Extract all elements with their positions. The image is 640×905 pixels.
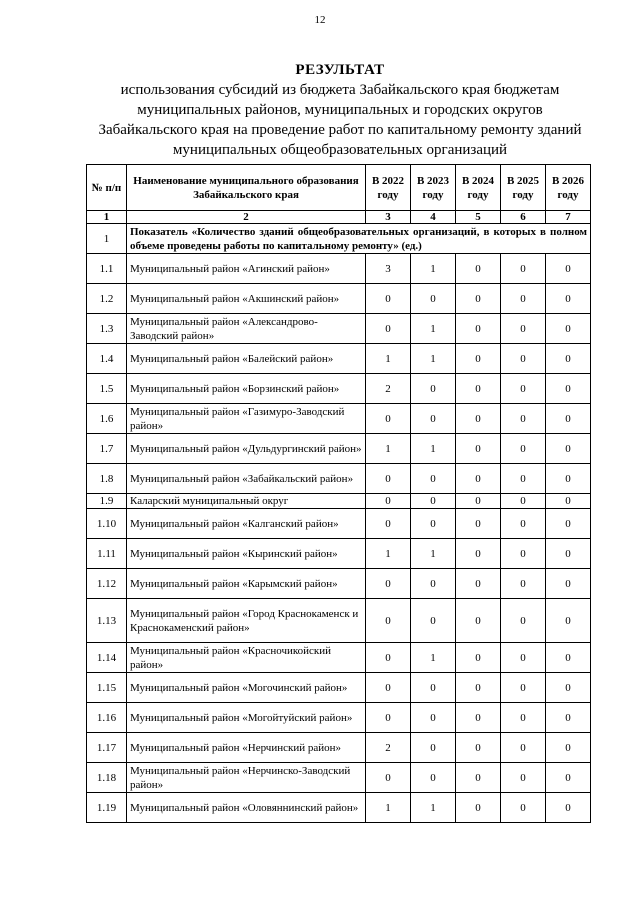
year-value: 1: [411, 314, 456, 344]
table-row: [87, 733, 591, 763]
municipality-name: Муниципальный район «Могойтуйский район»: [127, 703, 366, 733]
year-value: 0: [456, 733, 501, 763]
header-num: № п/п: [87, 165, 127, 211]
year-value: 0: [501, 673, 546, 703]
table-row: [87, 494, 591, 509]
title-line: муниципальных общеобразовательных организаций: [172, 142, 508, 158]
year-value: 0: [456, 344, 501, 374]
municipality-name: Муниципальный район «Нерчинский район»: [127, 733, 366, 763]
year-value: 3: [366, 254, 411, 284]
year-value: 0: [366, 284, 411, 314]
year-value: 0: [456, 254, 501, 284]
table-row: [87, 569, 591, 599]
year-value: 0: [456, 434, 501, 464]
year-value: 0: [501, 703, 546, 733]
year-value: 0: [456, 494, 501, 509]
row-number: 1.3: [87, 314, 127, 344]
year-value: 0: [546, 404, 591, 434]
year-value: 0: [411, 673, 456, 703]
year-value: 0: [546, 434, 591, 464]
column-index: 2: [127, 211, 366, 224]
municipality-name: Муниципальный район «Дульдургинский район»: [127, 434, 366, 464]
municipality-name: Муниципальный район «Александрово-Заводский район»: [127, 314, 366, 344]
column-index: 1: [87, 211, 127, 224]
row-number: 1.16: [87, 703, 127, 733]
year-value: 0: [366, 404, 411, 434]
year-value: 0: [501, 494, 546, 509]
year-value: 0: [501, 793, 546, 823]
year-value: 0: [501, 763, 546, 793]
header-year: В 2026 году: [546, 165, 591, 211]
municipality-name: Муниципальный район «Калганский район»: [127, 509, 366, 539]
table-row: [87, 509, 591, 539]
year-value: 0: [456, 599, 501, 643]
year-value: 0: [501, 599, 546, 643]
row-number: 1.5: [87, 374, 127, 404]
column-index: 3: [366, 211, 411, 224]
year-value: 0: [411, 599, 456, 643]
table-row: [87, 703, 591, 733]
year-value: 1: [411, 344, 456, 374]
year-value: 0: [546, 703, 591, 733]
year-value: 0: [546, 254, 591, 284]
year-value: 0: [501, 434, 546, 464]
header-name: Наименование муниципального образования Забайкальского края: [127, 165, 366, 211]
year-value: 0: [366, 569, 411, 599]
municipality-name: Муниципальный район «Балейский район»: [127, 344, 366, 374]
year-value: 0: [546, 763, 591, 793]
row-number: 1.15: [87, 673, 127, 703]
year-value: 0: [456, 539, 501, 569]
municipality-name: Каларский муниципальный округ: [127, 494, 366, 509]
row-number: 1.8: [87, 464, 127, 494]
year-value: 0: [366, 314, 411, 344]
row-number: 1.12: [87, 569, 127, 599]
municipality-name: Муниципальный район «Борзинский район»: [127, 374, 366, 404]
year-value: 0: [546, 374, 591, 404]
header-year: В 2023 году: [411, 165, 456, 211]
year-value: 2: [366, 374, 411, 404]
row-number: 1.18: [87, 763, 127, 793]
year-value: 0: [456, 404, 501, 434]
column-index: 5: [456, 211, 501, 224]
year-value: 0: [456, 793, 501, 823]
year-value: 0: [546, 344, 591, 374]
year-value: 0: [501, 284, 546, 314]
year-value: 0: [456, 643, 501, 673]
year-value: 0: [366, 494, 411, 509]
municipality-name: Муниципальный район «Могочинский район»: [127, 673, 366, 703]
year-value: 0: [501, 539, 546, 569]
year-value: 0: [456, 509, 501, 539]
year-value: 0: [546, 673, 591, 703]
year-value: 0: [411, 494, 456, 509]
municipality-name: Муниципальный район «Красночикойский район»: [127, 643, 366, 673]
row-number: 1.10: [87, 509, 127, 539]
row-number: 1.1: [87, 254, 127, 284]
title-line: использования субсидий из бюджета Забайкальского края бюджетам: [120, 82, 560, 98]
indicator-text: Показатель «Количество зданий общеобразовательных организаций, в которых в полном объеме проведены работы по капитальному ремонту» (ед.): [127, 224, 591, 254]
table-row: [87, 344, 591, 374]
year-value: 0: [501, 509, 546, 539]
year-value: 0: [546, 464, 591, 494]
year-value: 0: [366, 703, 411, 733]
year-value: 0: [366, 673, 411, 703]
table-row: [87, 793, 591, 823]
year-value: 0: [501, 404, 546, 434]
year-value: 0: [366, 509, 411, 539]
year-value: 0: [366, 599, 411, 643]
year-value: 0: [456, 374, 501, 404]
year-value: 1: [411, 793, 456, 823]
year-value: 1: [366, 344, 411, 374]
year-value: 0: [411, 569, 456, 599]
year-value: 0: [546, 569, 591, 599]
municipality-name: Муниципальный район «Газимуро-Заводский район»: [127, 404, 366, 434]
row-number: 1.19: [87, 793, 127, 823]
row-number: 1.9: [87, 494, 127, 509]
year-value: 0: [501, 569, 546, 599]
row-number: 1.6: [87, 404, 127, 434]
year-value: 1: [366, 434, 411, 464]
row-number: 1.14: [87, 643, 127, 673]
year-value: 0: [501, 374, 546, 404]
year-value: 0: [411, 464, 456, 494]
table-row: [87, 254, 591, 284]
year-value: 0: [546, 733, 591, 763]
column-index-row: [87, 211, 591, 224]
year-value: 1: [411, 254, 456, 284]
year-value: 1: [411, 539, 456, 569]
year-value: 2: [366, 733, 411, 763]
year-value: 0: [411, 284, 456, 314]
table-row: [87, 643, 591, 673]
year-value: 0: [456, 314, 501, 344]
indicator-num: 1: [87, 224, 127, 254]
table-row: [87, 434, 591, 464]
table-row: [87, 539, 591, 569]
year-value: 0: [411, 404, 456, 434]
table-row: [87, 599, 591, 643]
municipality-name: Муниципальный район «Оловяннинский район»: [127, 793, 366, 823]
year-value: 0: [546, 314, 591, 344]
title-line: Забайкальского края на проведение работ по капитальному ремонту зданий: [98, 122, 582, 138]
table-row: [87, 404, 591, 434]
header-year: В 2025 году: [501, 165, 546, 211]
year-value: 0: [546, 284, 591, 314]
table-header-row: [87, 165, 591, 211]
row-number: 1.4: [87, 344, 127, 374]
year-value: 0: [411, 374, 456, 404]
page-number: 12: [314, 14, 326, 26]
municipality-name: Муниципальный район «Нерчинско-Заводский район»: [127, 763, 366, 793]
row-number: 1.7: [87, 434, 127, 464]
year-value: 0: [411, 703, 456, 733]
year-value: 0: [456, 763, 501, 793]
row-number: 1.11: [87, 539, 127, 569]
year-value: 0: [546, 793, 591, 823]
year-value: 0: [546, 539, 591, 569]
column-index: 7: [546, 211, 591, 224]
year-value: 0: [546, 643, 591, 673]
results-table: [86, 164, 591, 823]
year-value: 0: [456, 569, 501, 599]
municipality-name: Муниципальный район «Город Краснокаменск и Краснокаменский район»: [127, 599, 366, 643]
table-row: [87, 374, 591, 404]
table-row: [87, 673, 591, 703]
municipality-name: Муниципальный район «Карымский район»: [127, 569, 366, 599]
year-value: 0: [546, 494, 591, 509]
municipality-name: Муниципальный район «Кыринский район»: [127, 539, 366, 569]
year-value: 0: [501, 314, 546, 344]
year-value: 0: [501, 344, 546, 374]
year-value: 0: [501, 464, 546, 494]
title-line: муниципальных районов, муниципальных и городских округов: [137, 102, 543, 118]
table-row: [87, 464, 591, 494]
title-main: РЕЗУЛЬТАТ: [295, 62, 385, 78]
indicator-row: [87, 224, 591, 254]
year-value: 0: [456, 703, 501, 733]
column-index: 6: [501, 211, 546, 224]
year-value: 0: [456, 673, 501, 703]
row-number: 1.13: [87, 599, 127, 643]
year-value: 1: [366, 539, 411, 569]
year-value: 0: [366, 763, 411, 793]
municipality-name: Муниципальный район «Агинский район»: [127, 254, 366, 284]
column-index: 4: [411, 211, 456, 224]
year-value: 0: [546, 599, 591, 643]
year-value: 0: [501, 254, 546, 284]
table-row: [87, 314, 591, 344]
year-value: 0: [366, 643, 411, 673]
header-year: В 2022 году: [366, 165, 411, 211]
row-number: 1.17: [87, 733, 127, 763]
year-value: 0: [456, 284, 501, 314]
header-year: В 2024 году: [456, 165, 501, 211]
row-number: 1.2: [87, 284, 127, 314]
year-value: 1: [366, 793, 411, 823]
year-value: 0: [501, 733, 546, 763]
year-value: 1: [411, 434, 456, 464]
year-value: 0: [411, 763, 456, 793]
year-value: 0: [501, 643, 546, 673]
document-title: [80, 60, 600, 160]
year-value: 1: [411, 643, 456, 673]
municipality-name: Муниципальный район «Акшинский район»: [127, 284, 366, 314]
year-value: 0: [411, 509, 456, 539]
municipality-name: Муниципальный район «Забайкальский район»: [127, 464, 366, 494]
year-value: 0: [456, 464, 501, 494]
year-value: 0: [366, 464, 411, 494]
year-value: 0: [546, 509, 591, 539]
year-value: 0: [411, 733, 456, 763]
table-row: [87, 284, 591, 314]
table-row: [87, 763, 591, 793]
